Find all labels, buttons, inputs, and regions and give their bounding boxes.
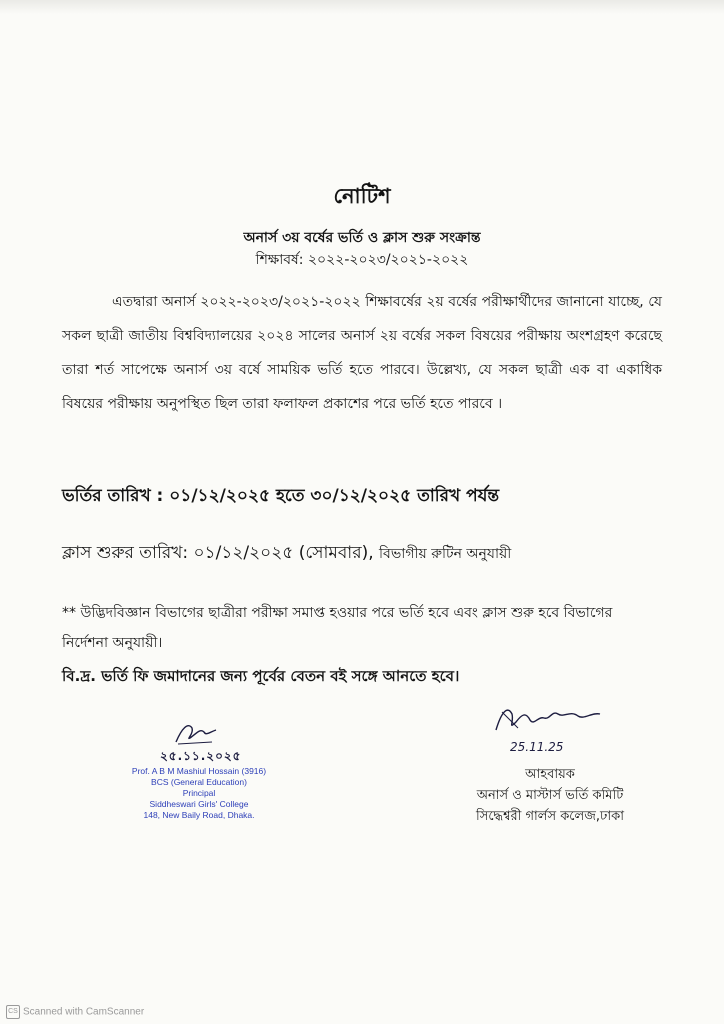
committee-name: অনার্স ও মাস্টার্স ভর্তি কমিটি: [476, 788, 624, 803]
seal-line: Prof. A B M Mashiul Hossain (3916): [131, 766, 267, 776]
class-start-date: ক্লাস শুরুর তারিখ: ০১/১২/২০২৫ (সোমবার),: [62, 543, 374, 563]
botany-note: ** উদ্ভিদবিজ্ঞান বিভাগের ছাত্রীরা পরীক্ষা সমাপ্ত হওয়ার পরে ভর্তি হবে এবং ক্লাস শুরু হবে বিভাগের নির্দেশনা অনুযায়ী।: [62, 605, 613, 651]
notice-title: নোটিশ: [333, 184, 391, 208]
scanner-watermark: [6, 1005, 144, 1019]
committee-signature: [488, 700, 608, 740]
committee-role: আহবায়ক: [525, 767, 575, 782]
committee-signature-lines: [440, 764, 660, 827]
class-start-routine: বিভাগীয় রুটিন অনুযায়ী: [379, 546, 512, 562]
nb-note: বি.দ্র. ভর্তি ফি জমাদানের জন্য পূর্বের বেতন বই সঙ্গে আনতে হবে।: [62, 667, 460, 685]
notice-subtitle: অনার্স ৩য় বর্ষের ভর্তি ও ক্লাস শুরু সংক্রান্ত: [243, 230, 481, 246]
scan-edge: [0, 0, 724, 14]
notice-body-paragraph: এতদ্বারা অনার্স ২০২২-২০২৩/২০২১-২০২২ শিক্ষাবর্ষের ২য় বর্ষের পরীক্ষার্থীদের জানানো যাচ্ছে, যে সকল ছাত্রী জাতীয় বিশ্ববিদ্যালয়ের ২০২৪ সালের অনার্স ২য় বর্ষের সকল বিষয়ের পরীক্ষায় অংশগ্রহণ করেছে তারা শর্ত সাপেক্ষে অনার্স ৩য় বর্ষে সাময়িক ভর্তি হতে পারবে। উল্লেখ্য, যে সকল ছাত্রী এক বা একাধিক বিষয়ের পরীক্ষায় অনুপস্থিত ছিল তারা ফলাফল প্রকাশের পরে ভর্তি হতে পারবে ।: [62, 294, 662, 412]
committee-signature-date: 25.11.25: [510, 740, 564, 754]
principal-seal: [104, 766, 294, 821]
college-name: সিদ্ধেশ্বরী গার্লস কলেজ,ঢাকা: [476, 809, 624, 824]
academic-session: শিক্ষাবর্ষ: ২০২২-২০২৩/২০২১-২০২২: [255, 252, 469, 268]
seal-line: Principal: [182, 788, 216, 798]
camscanner-icon: CS: [6, 1005, 20, 1019]
admission-date-line: ভর্তির তারিখ : ০১/১২/২০২৫ হতে ৩০/১২/২০২৫ তারিখ পর্যন্ত: [62, 486, 500, 506]
scanner-text: Scanned with CamScanner: [23, 1006, 145, 1018]
seal-line: BCS (General Education): [151, 777, 247, 787]
seal-line: Siddheswari Girls' College: [149, 799, 249, 809]
principal-signature-date: ২৫.১১.২০২৫: [160, 749, 242, 763]
class-start-line: [62, 540, 511, 568]
seal-line: 148, New Baily Road, Dhaka.: [143, 810, 255, 820]
principal-signature: [172, 718, 222, 750]
